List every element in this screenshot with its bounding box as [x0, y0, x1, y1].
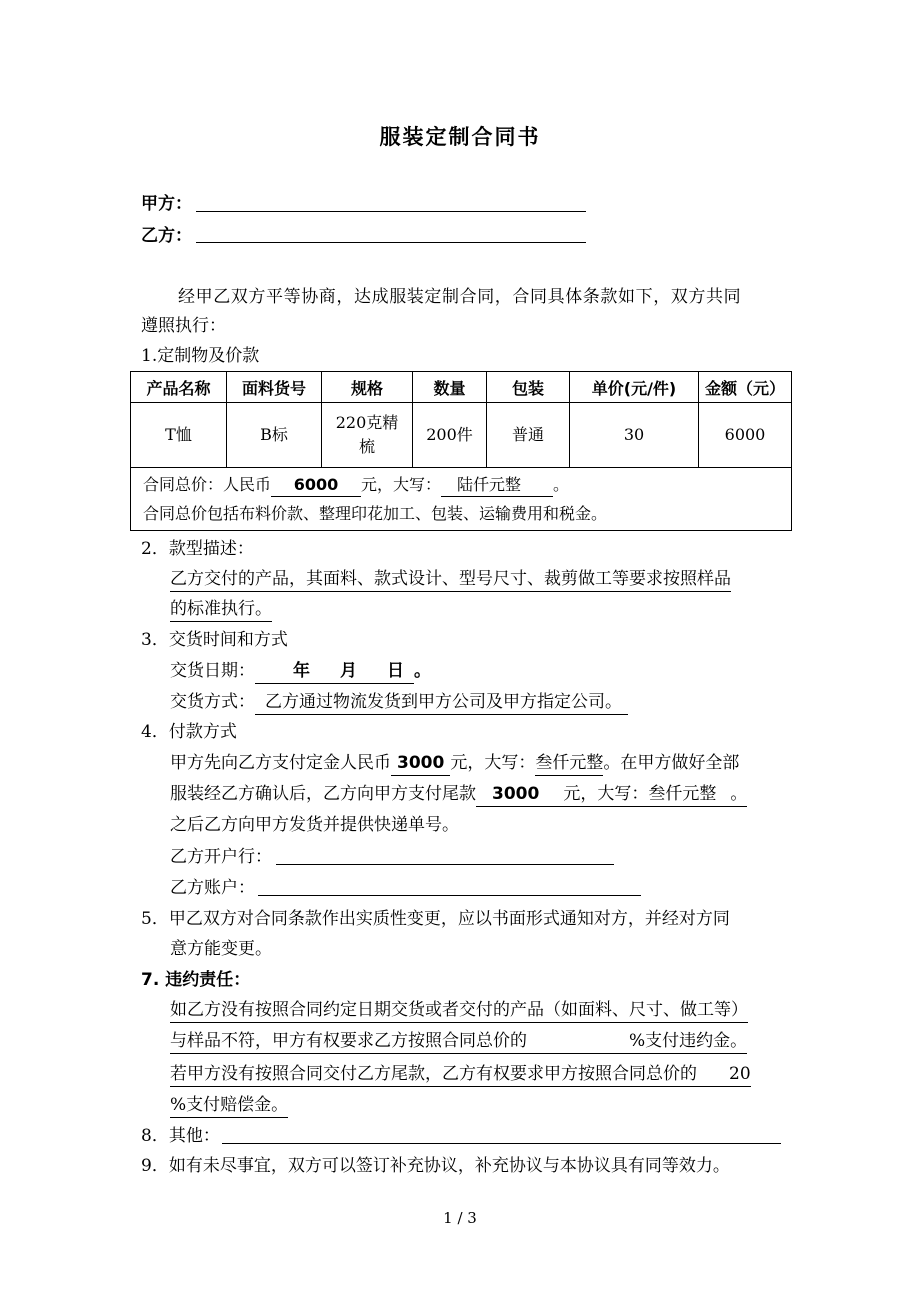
deposit-words[interactable]: 叁仟元整 [535, 752, 603, 776]
section-2-line-2: 的标准执行。 [170, 598, 272, 622]
header-packaging: 包装 [487, 372, 570, 403]
penalty-text: 与样品不符，甲方有权要求乙方按照合同总价的 [170, 1031, 527, 1051]
page-number: 1 / 3 [443, 1209, 477, 1227]
delivery-date-label: 交货日期： [170, 661, 255, 681]
section-8-label: 8．其他： [141, 1126, 220, 1146]
total-note: 合同总价包括布料价款、整理印花加工、包装、运输费用和税金。 [143, 504, 608, 523]
section-7-line-3-wrap [170, 1062, 751, 1087]
header-unit-price: 单价(元/件) [570, 372, 699, 403]
cell-unit-price: 30 [570, 403, 699, 468]
balance-amount: 3000 [492, 784, 540, 804]
section-7-line-4-wrap [170, 1093, 288, 1118]
delivery-date-end: 。 [414, 661, 431, 681]
section-7-line-4: %支付赔偿金。 [170, 1094, 288, 1118]
payment-line-1 [170, 751, 739, 776]
account-blank[interactable] [258, 895, 641, 896]
section-7-line-1: 如乙方没有按照合同约定日期交货或者交付的产品（如面料、尺寸、做工等） [170, 999, 748, 1023]
cell-spec [322, 403, 413, 468]
section-2-heading: 2．款型描述： [141, 539, 254, 559]
table-footer-row [131, 468, 792, 531]
pricing-table [130, 371, 792, 531]
bank-blank[interactable] [276, 864, 614, 865]
bank-label: 乙方开户行： [170, 847, 272, 867]
delivery-method-row [170, 690, 628, 715]
section-2-line-1: 乙方交付的产品，其面料、款式设计、型号尺寸、裁剪做工等要求按照样品 [170, 568, 731, 592]
delivery-month-label: 月 [340, 661, 357, 681]
cell-spec-line-2: 梳 [358, 437, 375, 456]
account-label: 乙方账户： [170, 878, 255, 898]
balance-end: 。 [730, 784, 748, 804]
cell-fabric-code: B标 [227, 403, 322, 468]
section-7-line-3[interactable] [170, 1063, 751, 1087]
section-5-line-1: 5．甲乙双方对合同条款作出实质性变更，应以书面形式通知对方，并经对方同 [141, 909, 730, 929]
payment-deposit-label: 甲方先向乙方支付定金人民币 [170, 753, 391, 773]
table-footer-cell [131, 468, 792, 531]
party-a-blank[interactable] [196, 211, 586, 212]
header-spec: 规格 [322, 372, 413, 403]
total-words[interactable]: 陆仟元整 [441, 474, 553, 497]
section-9: 9．如有未尽事宜，双方可以签订补充协议，补充协议与本协议具有同等效力。 [141, 1156, 730, 1176]
payment-line-1-end: 。在甲方做好全部 [603, 753, 740, 773]
table-header-row [131, 372, 792, 403]
total-end: 。 [553, 475, 570, 494]
compensation-text: 若甲方没有按照合同交付乙方尾款，乙方有权要求甲方按照合同总价的 [170, 1064, 697, 1084]
cell-quantity: 200件 [413, 403, 487, 468]
balance-words: 元，大写：叁仟元整 [563, 784, 717, 804]
section-5-line-2: 意方能变更。 [170, 939, 272, 959]
total-mid: 元，大写： [361, 475, 442, 494]
document-title: 服装定制合同书 [379, 125, 541, 149]
other-blank[interactable] [222, 1143, 781, 1144]
cell-amount: 6000 [699, 403, 792, 468]
delivery-method-label: 交货方式： [170, 692, 255, 712]
payment-line-3: 之后乙方向甲方发货并提供快递单号。 [170, 815, 459, 835]
delivery-date-field[interactable] [255, 660, 414, 684]
delivery-year-label: 年 [293, 661, 310, 681]
delivery-day-label: 日 [387, 661, 404, 681]
section-2-line-2-wrap [170, 597, 272, 622]
header-fabric-code: 面料货号 [227, 372, 322, 403]
section-3-heading: 3．交货时间和方式 [141, 630, 288, 650]
section-7-line-1-wrap [170, 998, 748, 1023]
header-quantity: 数量 [413, 372, 487, 403]
cell-product-name: T恤 [131, 403, 227, 468]
section-7-line-2[interactable] [170, 1030, 747, 1054]
section-7-heading: 7. 违约责任： [141, 970, 251, 990]
total-value[interactable]: 6000 [271, 474, 361, 497]
deposit-words-label: 元，大写： [450, 753, 536, 773]
compensation-percent: 20 [729, 1064, 751, 1084]
party-a-label: 甲方： [141, 194, 192, 214]
header-amount: 金额（元） [699, 372, 792, 403]
section-7-line-2-wrap [170, 1029, 747, 1054]
deposit-amount[interactable]: 3000 [391, 752, 450, 776]
header-product-name: 产品名称 [131, 372, 227, 403]
intro-line-1: 经甲乙双方平等协商，达成服装定制合同，合同具体条款如下，双方共同 [178, 287, 742, 307]
intro-line-2: 遵照执行： [141, 316, 226, 336]
table-row [131, 403, 792, 468]
delivery-date-row [170, 659, 431, 684]
section-1-heading: 1.定制物及价款 [141, 346, 260, 366]
party-b-label: 乙方： [141, 226, 192, 246]
section-4-heading: 4．付款方式 [141, 722, 237, 742]
total-prefix: 合同总价：人民币 [143, 475, 272, 494]
section-2-line-1-wrap [170, 567, 731, 592]
party-b-blank[interactable] [196, 242, 586, 243]
balance-label: 服装经乙方确认后，乙方向甲方支付尾款 [170, 784, 476, 804]
cell-spec-line-1: 220克精 [335, 413, 399, 432]
balance-field[interactable] [476, 783, 747, 807]
penalty-percent-suffix: %支付违约金。 [629, 1031, 748, 1051]
delivery-method-value[interactable]: 乙方通过物流发货到甲方公司及甲方指定公司。 [255, 691, 628, 715]
payment-line-2 [170, 782, 747, 807]
cell-packaging: 普通 [487, 403, 570, 468]
